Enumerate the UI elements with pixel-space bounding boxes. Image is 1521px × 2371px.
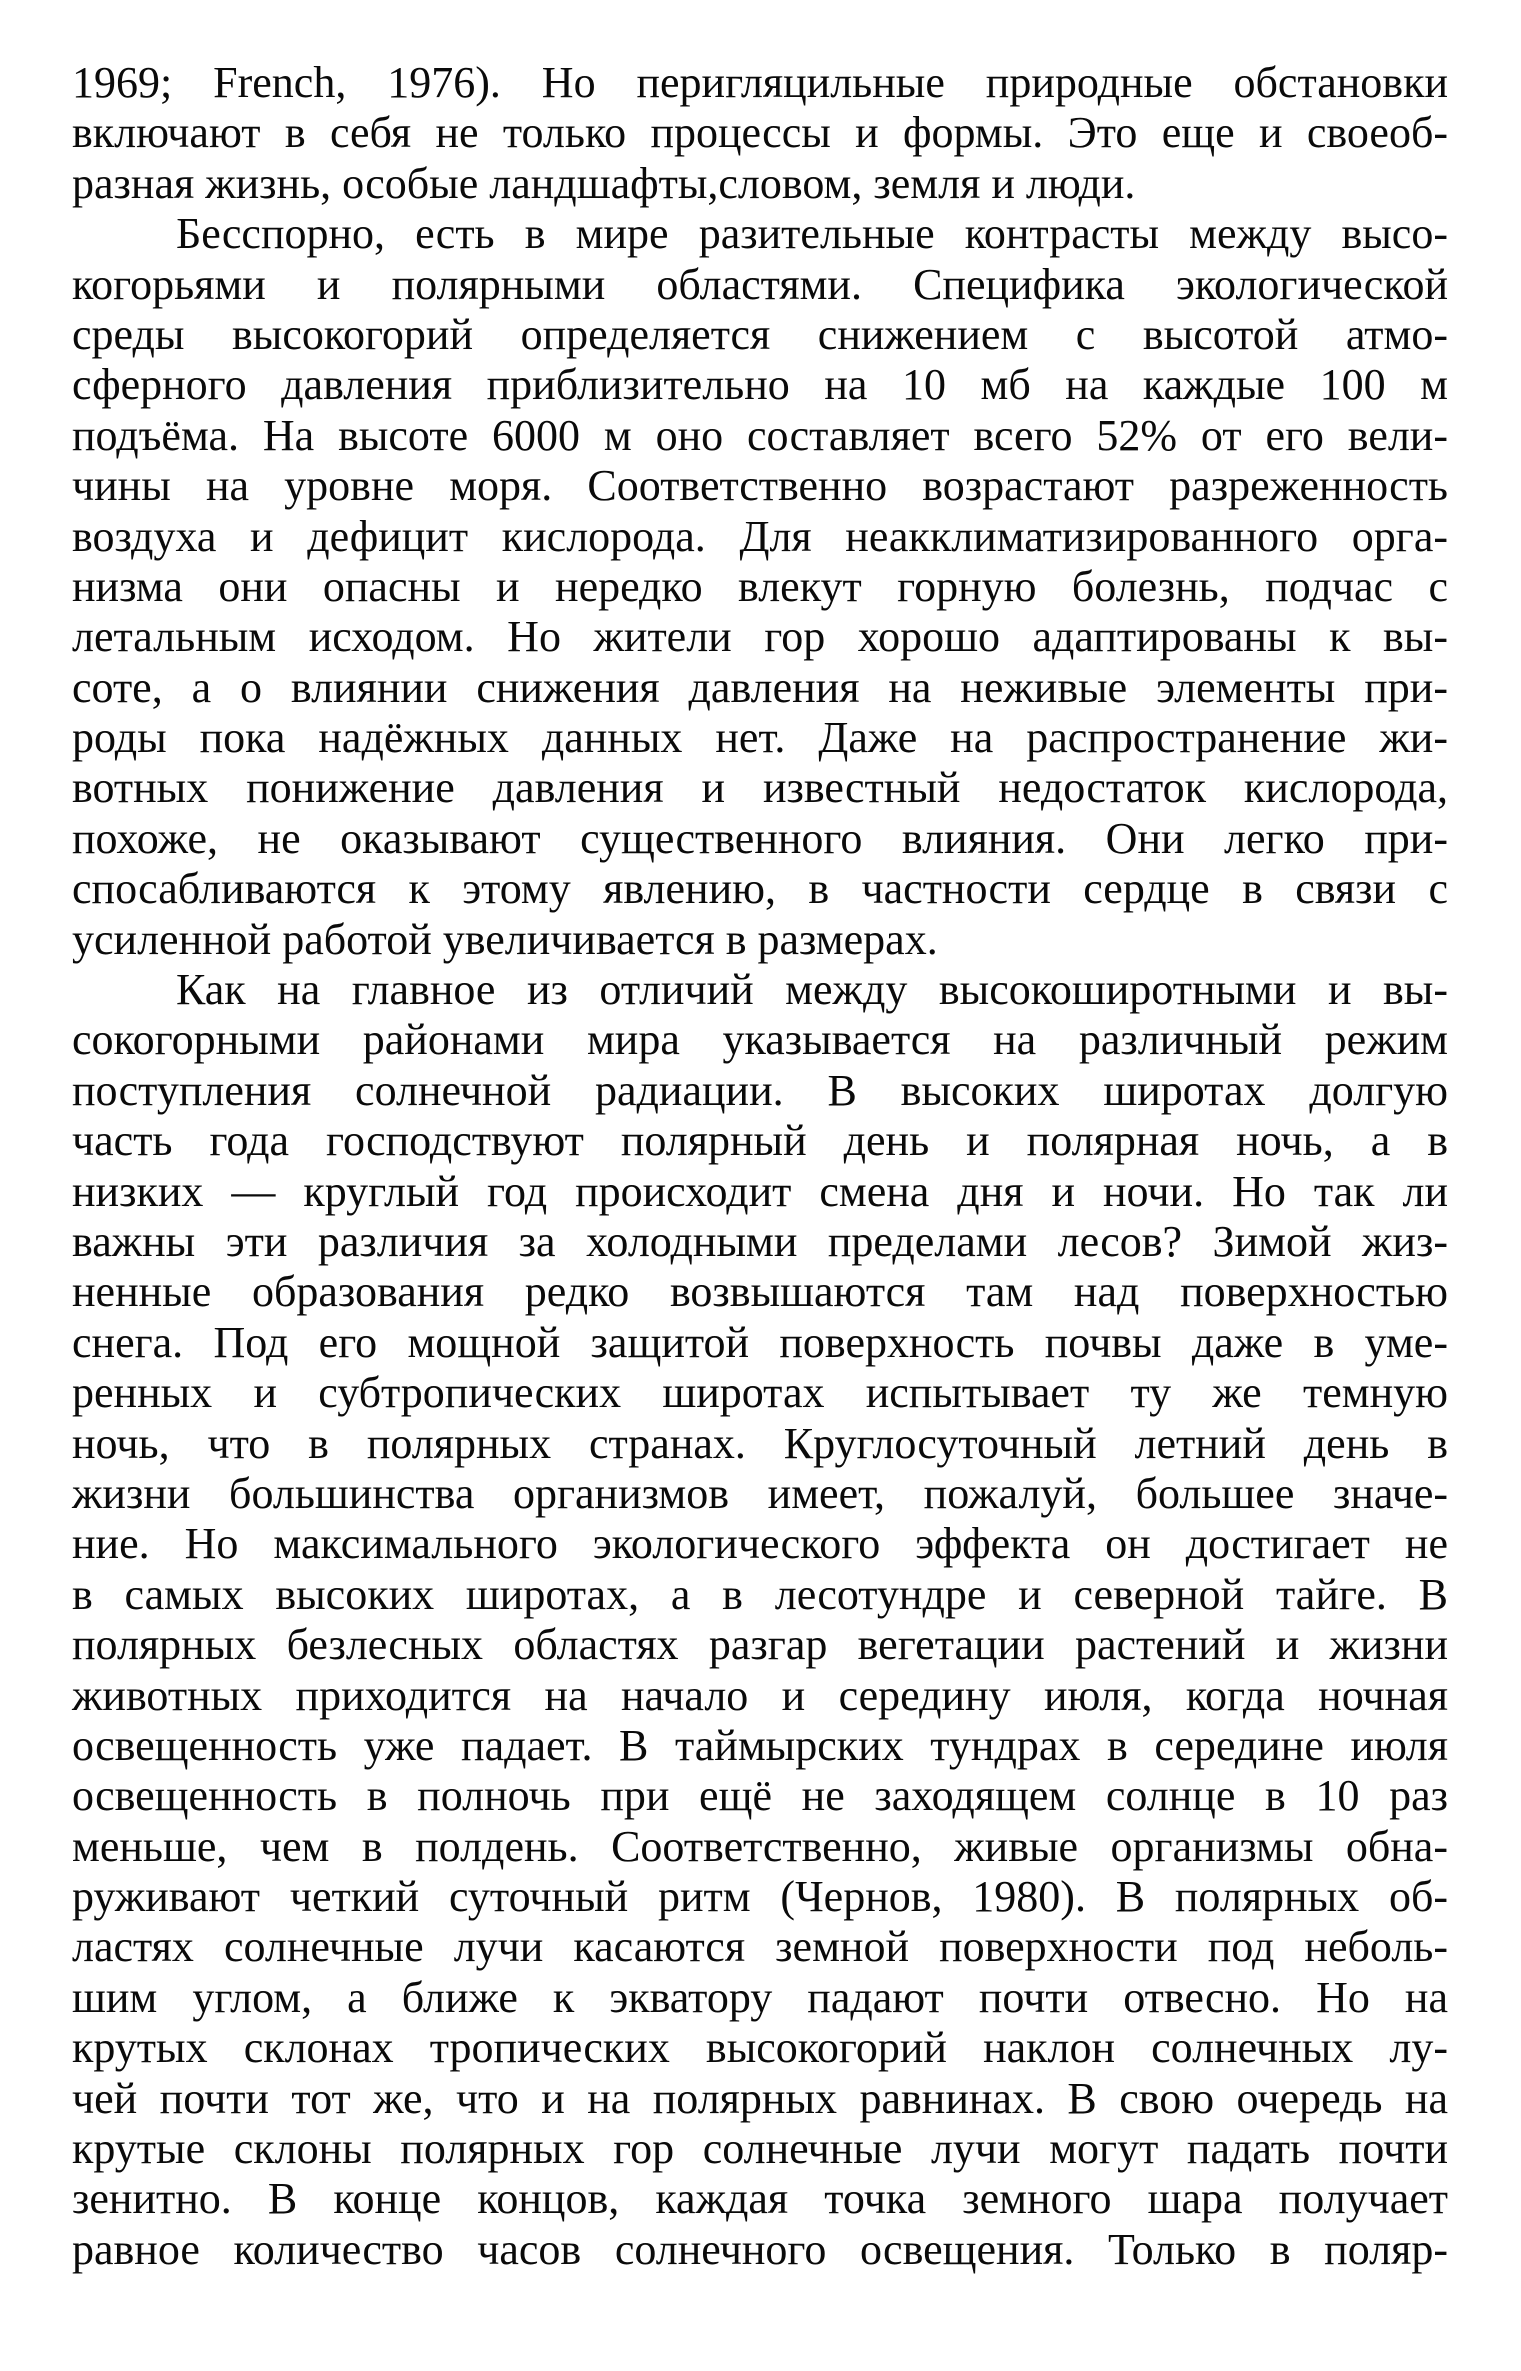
text-line: освещенность в полночь при ещё не заходящем солнце в 10 раз bbox=[72, 1771, 1448, 1821]
text-line: ночь, что в полярных странах. Круглосуточный летний день в bbox=[72, 1418, 1448, 1468]
paragraph-3 bbox=[72, 965, 1448, 2275]
text-line: в самых высоких широтах, а в лесотундре и северной тайге. В bbox=[72, 1569, 1448, 1619]
text-line: летальным исходом. Но жители гор хорошо адаптированы к вы- bbox=[72, 612, 1448, 662]
text-line: жизни большинства организмов имеет, пожалуй, большее значе- bbox=[72, 1468, 1448, 1518]
text-line: ренных и субтропических широтах испытывает ту же темную bbox=[72, 1368, 1448, 1418]
text-line: подъёма. На высоте 6000 м оно составляет всего 52% от его вели- bbox=[72, 410, 1448, 460]
text-line: вотных понижение давления и известный недостаток кислорода, bbox=[72, 763, 1448, 813]
paragraph-1 bbox=[72, 58, 1448, 209]
text-line: поступления солнечной радиации. В высоких широтах долгую bbox=[72, 1065, 1448, 1115]
text-line: низких — круглый год происходит смена дня и ночи. Но так ли bbox=[72, 1166, 1448, 1216]
text-line: роды пока надёжных данных нет. Даже на распространение жи- bbox=[72, 713, 1448, 763]
text-line: равное количество часов солнечного освещения. Только в поляр- bbox=[72, 2224, 1448, 2274]
text-line: соте, а о влиянии снижения давления на неживые элементы при- bbox=[72, 662, 1448, 712]
text-line: воздуха и дефицит кислорода. Для неакклиматизированного орга- bbox=[72, 511, 1448, 561]
text-line: чей почти тот же, что и на полярных равнинах. В свою очередь на bbox=[72, 2073, 1448, 2123]
text-line: 1969; French, 1976). Но перигляцильные природные обстановки bbox=[72, 58, 1448, 107]
text-line: спосабливаются к этому явлению, в частности сердце в связи с bbox=[72, 864, 1448, 914]
text-line: чины на уровне моря. Соответственно возрастают разреженность bbox=[72, 461, 1448, 511]
text-line: часть года господствуют полярный день и полярная ночь, а в bbox=[72, 1116, 1448, 1166]
text-line: снега. Под его мощной защитой поверхность почвы даже в уме- bbox=[72, 1317, 1448, 1367]
text-line: сокогорными районами мира указывается на различный режим bbox=[72, 1015, 1448, 1065]
text-line: среды высокогорий определяется снижением с высотой атмо- bbox=[72, 309, 1448, 359]
text-line: ние. Но максимального экологического эффекта он достигает не bbox=[72, 1519, 1448, 1569]
text-line: животных приходится на начало и середину июля, когда ночная bbox=[72, 1670, 1448, 1720]
text-line: ластях солнечные лучи касаются земной поверхности под неболь- bbox=[72, 1922, 1448, 1972]
text-line: похоже, не оказывают существенного влияния. Они легко при- bbox=[72, 813, 1448, 863]
text-line: полярных безлесных областях разгар вегетации растений и жизни bbox=[72, 1620, 1448, 1670]
paragraph-2 bbox=[72, 209, 1448, 965]
text-line: разная жизнь, особые ландшафты,словом, земля и люди. bbox=[72, 158, 1136, 208]
text-line: шим углом, а ближе к экватору падают почти отвесно. Но на bbox=[72, 1972, 1448, 2022]
text-line: низма они опасны и нередко влекут горную болезнь, подчас с bbox=[72, 561, 1448, 611]
body-text bbox=[72, 58, 1448, 2275]
text-line: ненные образования редко возвышаются там над поверхностью bbox=[72, 1267, 1448, 1317]
text-line: сферного давления приблизительно на 10 мб на каждые 100 м bbox=[72, 360, 1448, 410]
text-line: руживают четкий суточный ритм (Чернов, 1980). В полярных об- bbox=[72, 1872, 1448, 1922]
text-line: зенитно. В конце концов, каждая точка земного шара получает bbox=[72, 2174, 1448, 2224]
text-line: важны эти различия за холодными пределами лесов? Зимой жиз- bbox=[72, 1216, 1448, 1266]
text-line: крутых склонах тропических высокогорий наклон солнечных лу- bbox=[72, 2023, 1448, 2073]
text-line: когорьями и полярными областями. Специфика экологической bbox=[72, 259, 1448, 309]
text-line: крутые склоны полярных гор солнечные лучи могут падать почти bbox=[72, 2124, 1448, 2174]
text-line: усиленной работой увеличивается в размерах. bbox=[72, 914, 938, 964]
text-line: включают в себя не только процессы и формы. Это еще и своеоб- bbox=[72, 108, 1448, 158]
text-line: меньше, чем в полдень. Соответственно, живые организмы обна- bbox=[72, 1821, 1448, 1871]
text-line: Бесспорно, есть в мире разительные контрасты между высо- bbox=[176, 209, 1448, 259]
text-line: освещенность уже падает. В таймырских тундрах в середине июля bbox=[72, 1720, 1448, 1770]
text-line: Как на главное из отличий между высокоширотными и вы- bbox=[176, 965, 1448, 1015]
